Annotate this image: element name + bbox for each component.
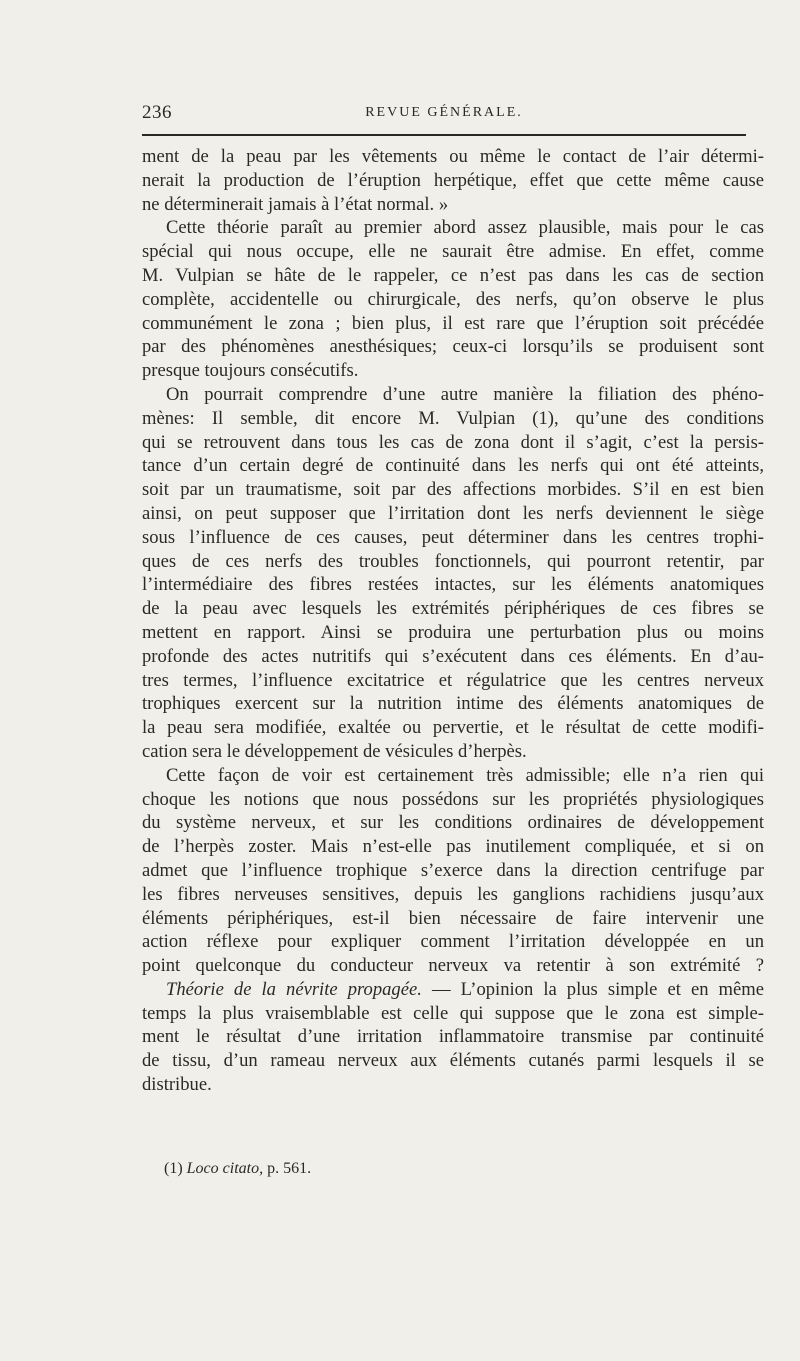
text-line: ment le résultat d’une irritation inflammatoire transmise par continuité [142,1026,764,1048]
text-line: l’intermédiaire des fibres restées intactes, sur les éléments anatomiques [142,574,764,596]
text-line: ques de ces nerfs des troubles fonctionnels, qui pourront retentir, par [142,550,764,572]
text-line: point quelconque du conducteur nerveux va retentir à son extrémité ? [142,955,764,977]
text-line: mènes: Il semble, dit encore M. Vulpian (1), qu’une des conditions [142,407,764,429]
text-line: ainsi, on peut supposer que l’irritation dont les nerfs deviennent le siège [142,502,764,524]
text-line: On pourrait comprendre d’une autre manière la filiation des phéno- [166,383,764,405]
text-line: qui se retrouvent dans tous les cas de zona dont il s’agit, c’est la persis- [142,431,764,453]
text-line: sous l’influence de ces causes, peut déterminer dans les centres trophi- [142,526,764,548]
text-line: choque les notions que nous possédons sur les propriétés physiologiques [142,788,764,810]
body-text [142,145,764,1097]
text-line: du système nerveux, et sur les conditions ordinaires de développement [142,812,764,834]
footnote-page-ref: p. 561. [267,1160,312,1177]
text-line: admet que l’influence trophique s’exerce dans la direction centrifuge par [142,859,764,881]
text-line: profonde des actes nutritifs qui s’exécutent dans ces éléments. En d’au- [142,645,764,667]
page-number: 236 [142,102,172,123]
text-line: la peau sera modifiée, exaltée ou pervertie, et le résultat de cette modifi- [142,717,764,739]
text-line: complète, accidentelle ou chirurgicale, des nerfs, qu’on observe le plus [142,288,764,310]
section-heading: Théorie de la névrite propagée. [166,978,422,1000]
text-line: de la peau avec lesquels les extrémités périphériques de ces fibres se [142,598,764,620]
footnote-source: Loco citato, [186,1160,264,1177]
text-line: action réflexe pour expliquer comment l’irritation développée en un [142,931,764,953]
text-line: de l’herpès zoster. Mais n’est-elle pas inutilement compliquée, et si on [142,836,764,858]
running-title: REVUE GÉNÉRALE. [365,105,523,120]
text-line: temps la plus vraisemblable est celle qui suppose que le zona est simple- [142,1002,764,1024]
text-line: tance d’un certain degré de continuité dans les nerfs qui ont été atteints, [142,455,764,477]
text-line: communément le zona ; bien plus, il est rare que l’éruption soit précédée [142,312,764,334]
header-rule [142,134,746,136]
text-line: tres termes, l’influence excitatrice et régulatrice que les centres nerveux [142,669,764,691]
text-line: spécial qui nous occupe, elle ne saurait être admise. En effet, comme [142,241,764,263]
text-line: par des phénomènes anesthésiques; ceux-ci lorsqu’ils se produisent sont [142,336,764,358]
heading-line [142,978,764,1002]
text-line: ne déterminerait jamais à l’état normal. » [142,193,449,215]
text-line: de tissu, d’un rameau nerveux aux éléments cutanés parmi lesquels il se [142,1050,764,1072]
text-line: mettent en rapport. Ainsi se produira une perturbation plus ou moins [142,621,764,643]
page-header [142,100,746,128]
text-line: presque toujours consécutifs. [142,360,359,382]
text-line: soit par un traumatisme, soit par des affections morbides. S’il en est bien [142,479,764,501]
text-line: nerait la production de l’éruption herpétique, effet que cette même cause [142,169,764,191]
text-line: Cette façon de voir est certainement très admissible; elle n’a rien qui [166,764,764,786]
text-line: M. Vulpian se hâte de le rappeler, ce n’est pas dans les cas de section [142,264,764,286]
text-line: cation sera le développement de vésicules d’herpès. [142,740,527,762]
text-line: distribue. [142,1074,212,1096]
text-line: ment de la peau par les vêtements ou même le contact de l’air détermi- [142,146,764,167]
footnote-marker: (1) [164,1160,183,1177]
footnote [164,1158,311,1180]
text-line: Cette théorie paraît au premier abord assez plausible, mais pour le cas [166,217,764,239]
text-line: trophiques exercent sur la nutrition intime des éléments anatomiques de [142,693,764,715]
text-line: les fibres nerveuses sensitives, depuis les ganglions rachidiens jusqu’aux [142,883,764,905]
text-line-fragment: — L’opinion la plus simple et en même [431,978,764,1000]
text-line: éléments périphériques, est-il bien nécessaire de faire intervenir une [142,907,764,929]
